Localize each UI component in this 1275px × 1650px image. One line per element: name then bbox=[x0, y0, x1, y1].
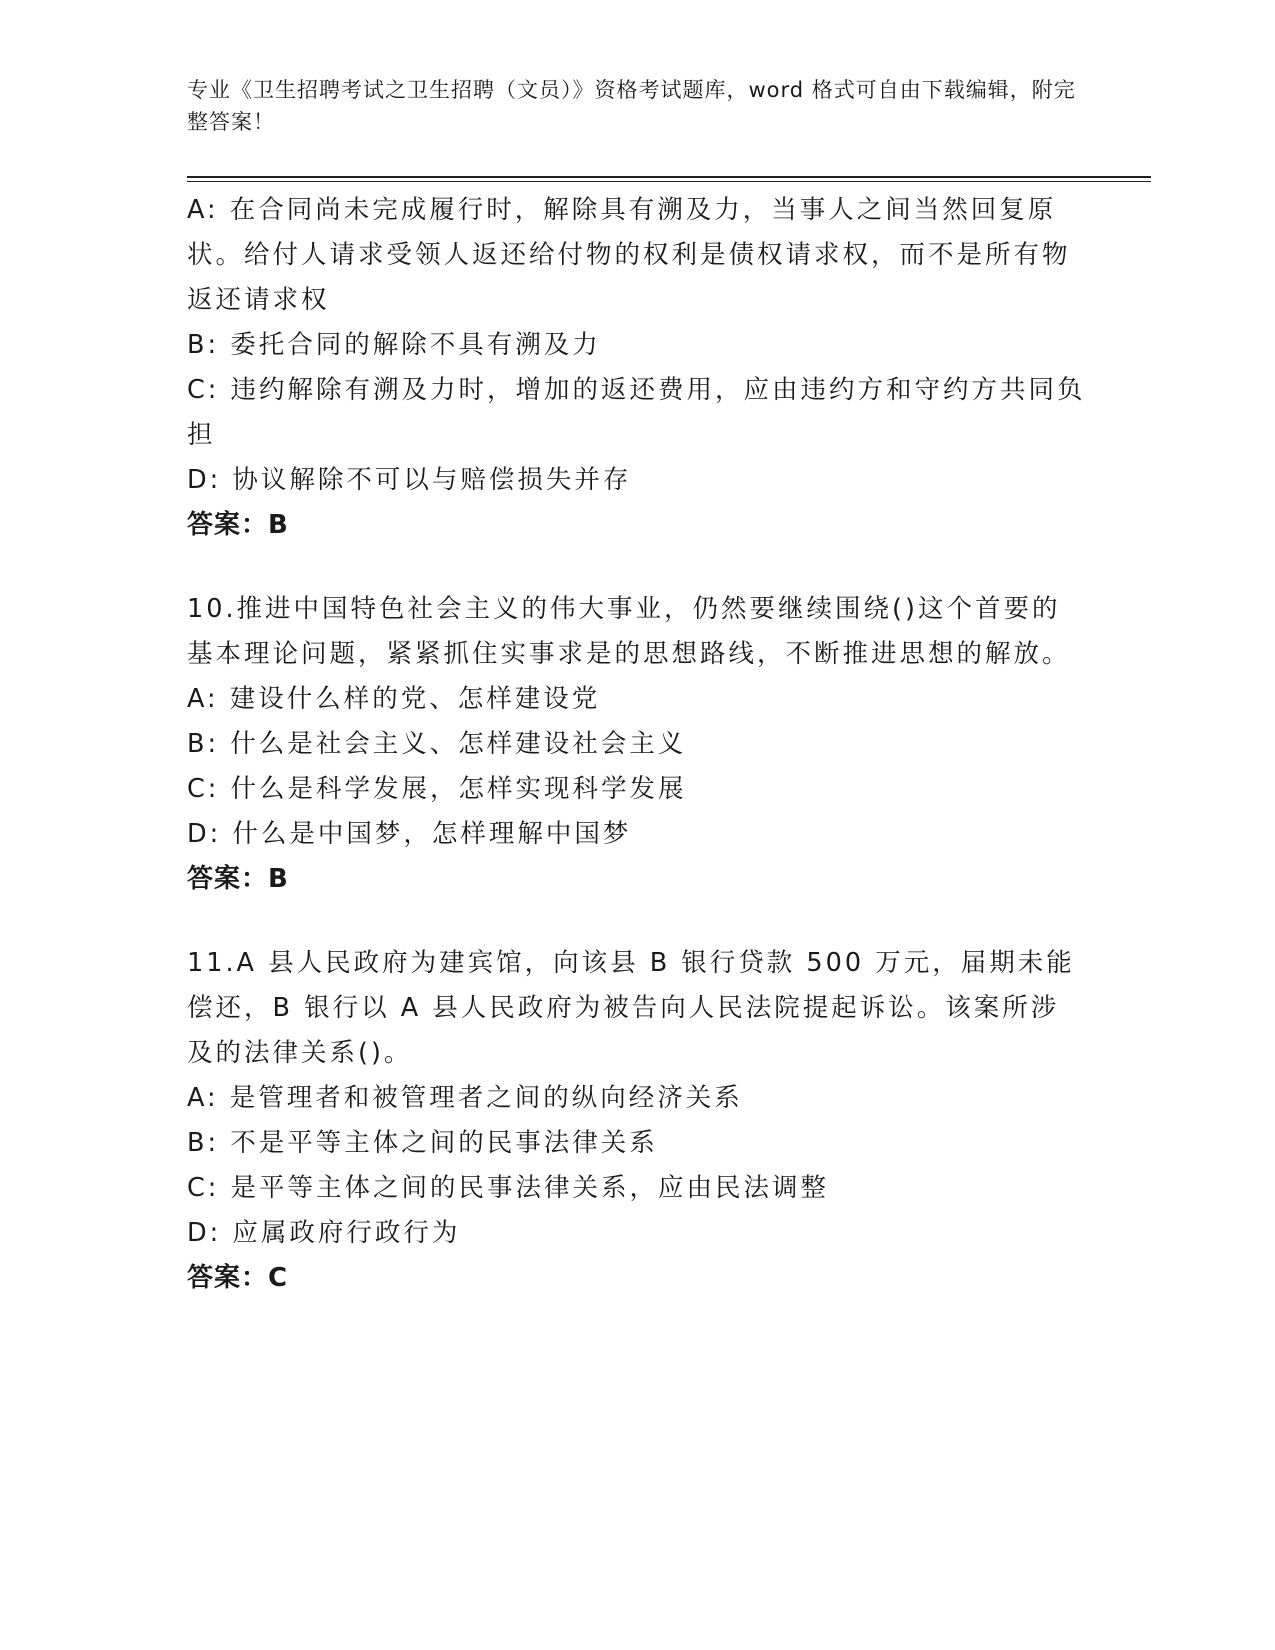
option-b: B: 什么是社会主义、怎样建设社会主义 bbox=[187, 729, 687, 759]
option-c: C: 违约解除有溯及力时，增加的返还费用，应由违约方和守约方共同负担 bbox=[187, 375, 1086, 450]
answer: 答案：B bbox=[187, 510, 289, 540]
answer: 答案：C bbox=[187, 1263, 289, 1293]
option-d: D: 应属政府行政行为 bbox=[187, 1218, 461, 1248]
question-11 bbox=[187, 941, 1087, 1301]
option-c: C: 什么是科学发展，怎样实现科学发展 bbox=[187, 774, 687, 804]
question-list bbox=[187, 188, 1087, 1340]
option-c: C: 是平等主体之间的民事法律关系，应由民法调整 bbox=[187, 1173, 830, 1203]
option-a: A: 是管理者和被管理者之间的纵向经济关系 bbox=[187, 1083, 743, 1113]
question-10 bbox=[187, 587, 1087, 902]
header-rule-thick bbox=[187, 176, 1151, 178]
question-stem: 10.推进中国特色社会主义的伟大事业，仍然要继续围绕()这个首要的基本理论问题，紧紧抓住实事求是的思想路线，不断推进思想的解放。 bbox=[187, 594, 1071, 669]
option-a: A: 建设什么样的党、怎样建设党 bbox=[187, 684, 601, 714]
option-b: B: 不是平等主体之间的民事法律关系 bbox=[187, 1128, 658, 1158]
answer: 答案：B bbox=[187, 864, 289, 894]
question-stem: 11.A 县人民政府为建宾馆，向该县 B 银行贷款 500 万元，届期未能偿还，B 银行以 A 县人民政府为被告向人民法院提起诉讼。该案所涉及的法律关系()。 bbox=[187, 948, 1075, 1068]
option-a: A: 在合同尚未完成履行时，解除具有溯及力，当事人之间当然回复原状。给付人请求受领人返还给付物的权利是债权请求权，而不是所有物返还请求权 bbox=[187, 195, 1071, 315]
document-header: 专业《卫生招聘考试之卫生招聘（文员）》资格考试题库，word 格式可自由下载编辑，附完整答案！ bbox=[187, 78, 1076, 134]
option-d: D: 什么是中国梦，怎样理解中国梦 bbox=[187, 819, 632, 849]
option-d: D: 协议解除不可以与赔偿损失并存 bbox=[187, 465, 632, 495]
question-9-continued bbox=[187, 188, 1087, 548]
header-rule-thin bbox=[187, 181, 1151, 182]
option-b: B: 委托合同的解除不具有溯及力 bbox=[187, 330, 601, 360]
